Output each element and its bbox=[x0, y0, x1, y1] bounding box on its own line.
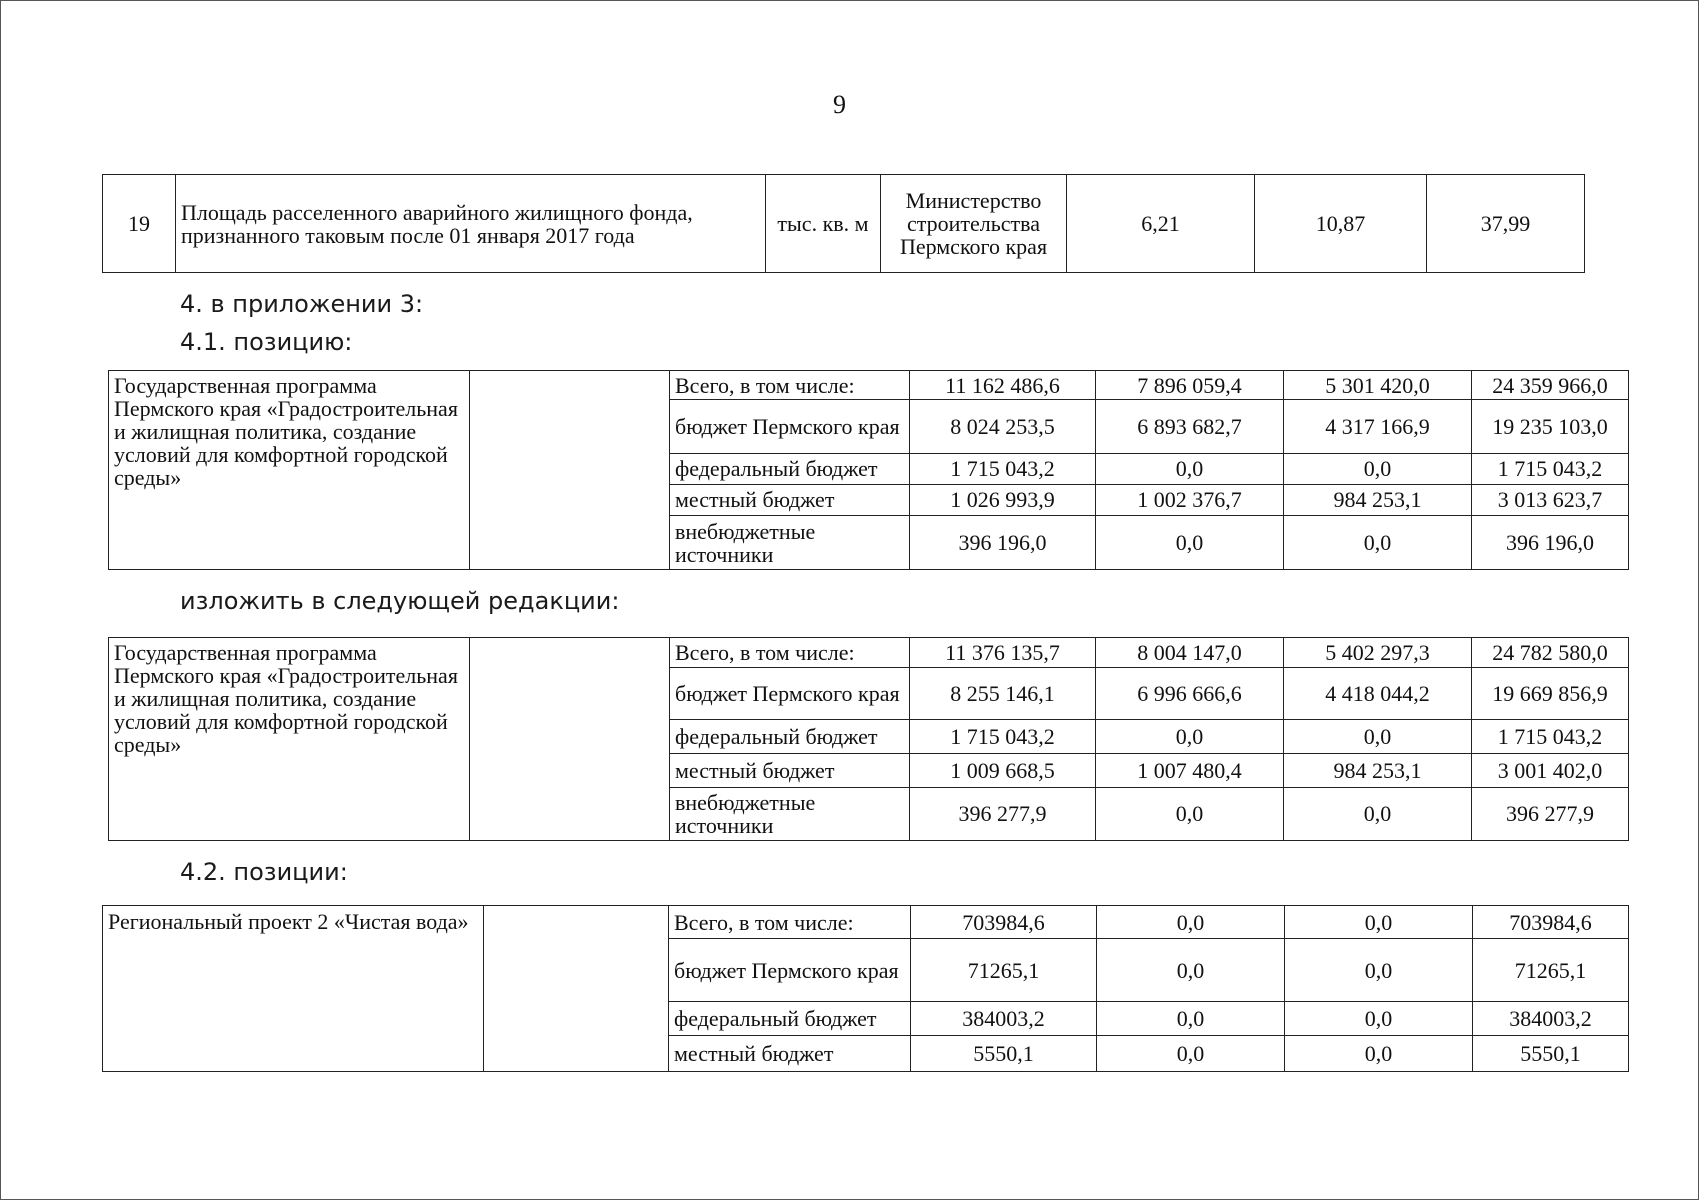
table-row bbox=[109, 638, 1629, 668]
value-cell: 0,0 bbox=[1096, 454, 1284, 484]
empty-cell bbox=[470, 371, 670, 570]
value-cell: 3 013 623,7 bbox=[1472, 484, 1629, 515]
empty-cell bbox=[484, 906, 669, 1072]
value-cell: 0,0 bbox=[1097, 906, 1285, 939]
row-label: внебюджетные источники bbox=[670, 787, 910, 840]
value-cell: 384003,2 bbox=[911, 1002, 1097, 1036]
row-label: местный бюджет bbox=[670, 484, 910, 515]
value-cell: 703984,6 bbox=[911, 906, 1097, 939]
value-cell: 19 669 856,9 bbox=[1472, 668, 1629, 720]
value-cell: 1 002 376,7 bbox=[1096, 484, 1284, 515]
value-cell: 0,0 bbox=[1097, 1002, 1285, 1036]
table-row bbox=[103, 906, 1629, 939]
row-label: Всего, в том числе: bbox=[670, 638, 910, 668]
row-label: местный бюджет bbox=[669, 1036, 911, 1072]
row-label: внебюджетные источники bbox=[670, 516, 910, 570]
value-cell: 5 301 420,0 bbox=[1284, 371, 1472, 400]
value-cell: 0,0 bbox=[1284, 720, 1472, 753]
value-cell: 6 893 682,7 bbox=[1096, 400, 1284, 454]
value-cell: 4 317 166,9 bbox=[1284, 400, 1472, 454]
value-cell: 5550,1 bbox=[1473, 1036, 1629, 1072]
row-label: местный бюджет bbox=[670, 753, 910, 787]
value-cell: 396 196,0 bbox=[910, 516, 1096, 570]
value-cell: 71265,1 bbox=[911, 939, 1097, 1002]
value-cell: 11 162 486,6 bbox=[910, 371, 1096, 400]
value-cell: 5550,1 bbox=[911, 1036, 1097, 1072]
section-heading: 4.2. позиции: bbox=[180, 858, 348, 886]
value-cell: 984 253,1 bbox=[1284, 484, 1472, 515]
indicator-table bbox=[102, 174, 1585, 273]
value-cell: 6 996 666,6 bbox=[1096, 668, 1284, 720]
value-cell: 0,0 bbox=[1096, 720, 1284, 753]
value-cell: 1 715 043,2 bbox=[910, 720, 1096, 753]
program-name: Государственная программа Пермского края «Градостроительная и жилищная политика, создание условий для комфортной городской среды» bbox=[109, 371, 470, 570]
value-cell: 1 007 480,4 bbox=[1096, 753, 1284, 787]
row-label: Всего, в том числе: bbox=[670, 371, 910, 400]
value-cell: 1 026 993,9 bbox=[910, 484, 1096, 515]
program-table-new bbox=[108, 637, 1629, 841]
table-row bbox=[103, 175, 1585, 273]
value-cell: 0,0 bbox=[1096, 787, 1284, 840]
value-cell: 37,99 bbox=[1427, 175, 1585, 273]
program-name: Региональный проект 2 «Чистая вода» bbox=[103, 906, 484, 1072]
value-cell: 1 715 043,2 bbox=[910, 454, 1096, 484]
value-cell: 1 009 668,5 bbox=[910, 753, 1096, 787]
row-number: 19 bbox=[103, 175, 176, 273]
value-cell: 7 896 059,4 bbox=[1096, 371, 1284, 400]
value-cell: 0,0 bbox=[1284, 516, 1472, 570]
value-cell: 0,0 bbox=[1097, 1036, 1285, 1072]
row-label: федеральный бюджет bbox=[669, 1002, 911, 1036]
section-heading: 4.1. позицию: bbox=[180, 328, 353, 356]
row-label: федеральный бюджет bbox=[670, 720, 910, 753]
row-label: бюджет Пермского края bbox=[670, 668, 910, 720]
value-cell: 1 715 043,2 bbox=[1472, 454, 1629, 484]
value-cell: 396 277,9 bbox=[1472, 787, 1629, 840]
value-cell: 384003,2 bbox=[1473, 1002, 1629, 1036]
value-cell: 8 024 253,5 bbox=[910, 400, 1096, 454]
value-cell: 24 359 966,0 bbox=[1472, 371, 1629, 400]
value-cell: 984 253,1 bbox=[1284, 753, 1472, 787]
section-heading: 4. в приложении 3: bbox=[180, 290, 424, 318]
value-cell: 4 418 044,2 bbox=[1284, 668, 1472, 720]
value-cell: 11 376 135,7 bbox=[910, 638, 1096, 668]
unit-cell: тыс. кв. м bbox=[766, 175, 881, 273]
responsible-cell: Министерство строительства Пермского края bbox=[881, 175, 1067, 273]
value-cell: 0,0 bbox=[1285, 1036, 1473, 1072]
value-cell: 8 004 147,0 bbox=[1096, 638, 1284, 668]
page-number: 9 bbox=[833, 90, 846, 119]
value-cell: 703984,6 bbox=[1473, 906, 1629, 939]
row-label: бюджет Пермского края bbox=[669, 939, 911, 1002]
row-label: Всего, в том числе: bbox=[669, 906, 911, 939]
empty-cell bbox=[470, 638, 670, 841]
value-cell: 396 277,9 bbox=[910, 787, 1096, 840]
value-cell: 396 196,0 bbox=[1472, 516, 1629, 570]
indicator-name: Площадь расселенного аварийного жилищного фонда, признанного таковым после 01 января 2017 года bbox=[176, 175, 766, 273]
regional-project-table bbox=[102, 905, 1629, 1072]
section-heading: изложить в следующей редакции: bbox=[180, 587, 620, 615]
value-cell: 19 235 103,0 bbox=[1472, 400, 1629, 454]
value-cell: 0,0 bbox=[1284, 787, 1472, 840]
table-row bbox=[109, 371, 1629, 400]
value-cell: 8 255 146,1 bbox=[910, 668, 1096, 720]
value-cell: 10,87 bbox=[1255, 175, 1427, 273]
program-name: Государственная программа Пермского края «Градостроительная и жилищная политика, создание условий для комфортной городской среды» bbox=[109, 638, 470, 841]
value-cell: 3 001 402,0 bbox=[1472, 753, 1629, 787]
value-cell: 6,21 bbox=[1067, 175, 1255, 273]
value-cell: 71265,1 bbox=[1473, 939, 1629, 1002]
value-cell: 0,0 bbox=[1096, 516, 1284, 570]
row-label: бюджет Пермского края bbox=[670, 400, 910, 454]
value-cell: 24 782 580,0 bbox=[1472, 638, 1629, 668]
value-cell: 5 402 297,3 bbox=[1284, 638, 1472, 668]
value-cell: 0,0 bbox=[1285, 1002, 1473, 1036]
value-cell: 0,0 bbox=[1285, 906, 1473, 939]
value-cell: 0,0 bbox=[1097, 939, 1285, 1002]
value-cell: 0,0 bbox=[1284, 454, 1472, 484]
value-cell: 1 715 043,2 bbox=[1472, 720, 1629, 753]
value-cell: 0,0 bbox=[1285, 939, 1473, 1002]
row-label: федеральный бюджет bbox=[670, 454, 910, 484]
program-table-old bbox=[108, 370, 1629, 570]
